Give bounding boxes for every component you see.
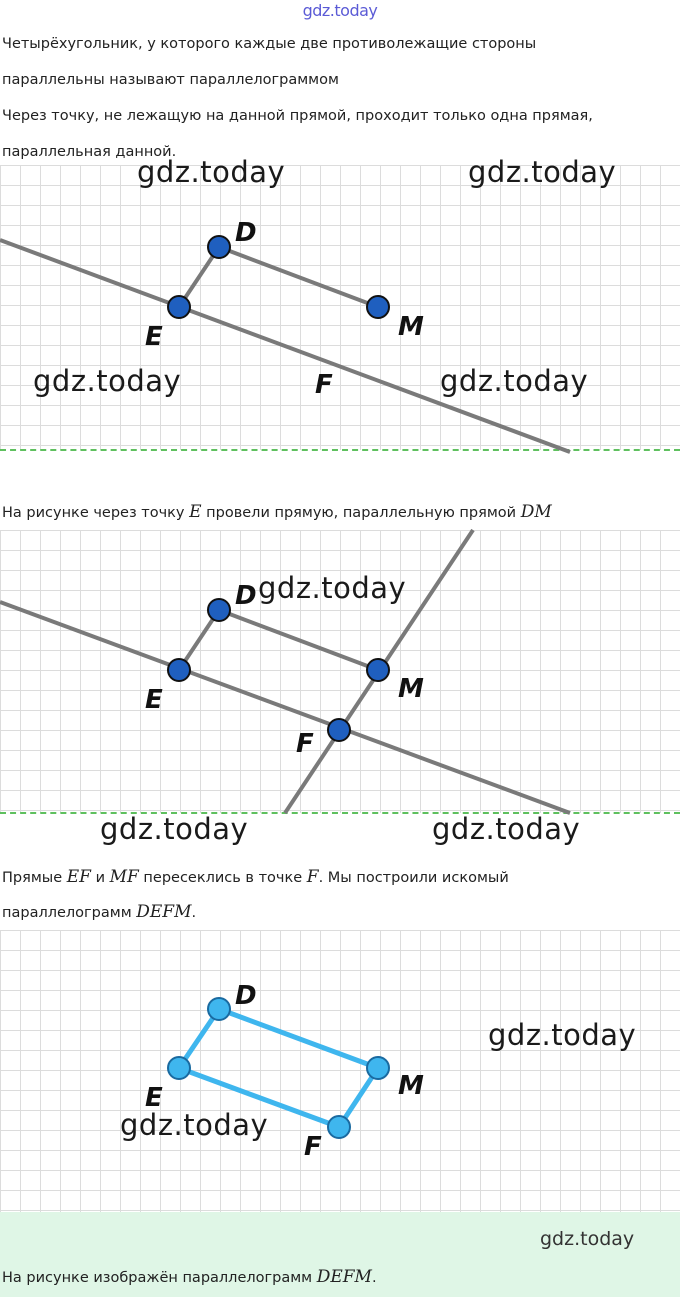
watermark: gdz.today: [100, 812, 249, 846]
segment-DM: [219, 610, 378, 670]
paragraph-step-2-line1: Прямые EF и MF пересеклись в точке F. Мы построили искомый: [2, 867, 509, 887]
watermark: gdz.today: [33, 364, 182, 398]
segment-DM: [219, 247, 378, 307]
paragraph-axiom-line1: Через точку, не лежащую на данной прямой, проходит только одна прямая,: [2, 108, 593, 124]
label-F: F: [304, 1132, 322, 1162]
label-F: F: [315, 370, 333, 400]
watermark: gdz.today: [137, 155, 286, 189]
label-M: M: [398, 312, 424, 342]
point-D: [208, 998, 230, 1020]
point-M: [367, 1057, 389, 1079]
watermark: gdz.today: [468, 155, 617, 189]
paragraph-conclusion: На рисунке изображён параллелограмм DEFM.: [2, 1267, 377, 1287]
label-F: F: [296, 729, 314, 759]
label-M: M: [398, 1071, 424, 1101]
point-F: [328, 1116, 350, 1138]
point-F: [328, 719, 350, 741]
point-D: [208, 599, 230, 621]
watermark: gdz.today: [440, 364, 589, 398]
point-E: [168, 1057, 190, 1079]
paragraph-step-1: На рисунке через точку E провели прямую, параллельную прямой DM: [2, 502, 552, 522]
watermark: gdz.today: [120, 1108, 269, 1142]
label-D: D: [235, 581, 257, 611]
paragraph-step-2-line2: параллелограмм DEFM.: [2, 902, 197, 922]
figure-3: [0, 930, 680, 1220]
label-E: E: [145, 685, 163, 715]
point-M: [367, 296, 389, 318]
watermark: gdz.today: [488, 1018, 637, 1052]
watermark: gdz.today: [258, 571, 407, 605]
point-M: [367, 659, 389, 681]
label-D: D: [235, 981, 257, 1011]
paragraph-axiom-line2: параллельная данной.: [2, 144, 177, 160]
figure-1: [0, 165, 680, 455]
point-E: [168, 296, 190, 318]
label-E: E: [145, 1083, 163, 1113]
point-D: [208, 236, 230, 258]
watermark: gdz.today: [432, 812, 581, 846]
site-logo[interactable]: gdz.today: [302, 1, 378, 20]
label-M: M: [398, 674, 424, 704]
paragraph-definition-line1: Четырёхугольник, у которого каждые две противолежащие стороны: [2, 36, 537, 52]
point-E: [168, 659, 190, 681]
label-D: D: [235, 218, 257, 248]
watermark: gdz.today: [540, 1228, 635, 1250]
label-E: E: [145, 322, 163, 352]
paragraph-definition-line2: параллельны называют параллелограммом: [2, 72, 339, 88]
